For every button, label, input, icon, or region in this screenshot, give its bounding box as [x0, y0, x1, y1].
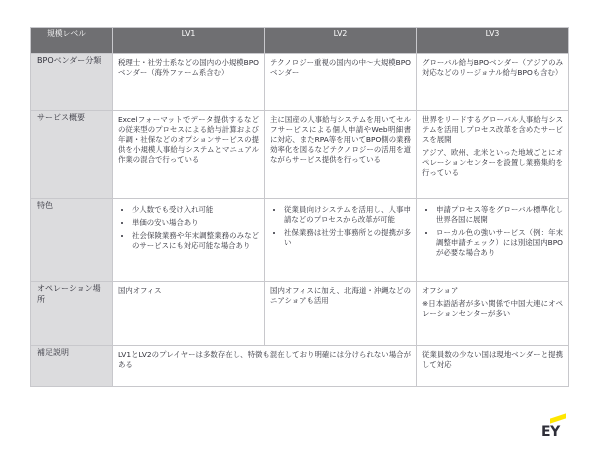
cell-lv1-vendor-class	[113, 54, 265, 111]
cell-text: ※日本語話者が多い関係で中国大連にオペレーションセンターが多い	[422, 299, 563, 319]
cell-lv3-service-overview	[417, 111, 569, 199]
row-label-service-overview: サービス概要	[31, 111, 113, 199]
cell-lv1-operation-location	[113, 282, 265, 346]
cell-lv2-features	[265, 199, 417, 282]
header-lv2: LV2	[265, 28, 417, 54]
cell-lv2-operation-location	[265, 282, 417, 346]
cell-text: 国内オフィス	[118, 286, 162, 295]
list-item: • 申請プロセス等をグローバル標準化し世界各国に展開	[436, 205, 563, 225]
list-item: • 従業員向けシステムを活用し、人事申請などのプロセスから改革が可能	[284, 205, 411, 225]
cell-lv2-vendor-class	[265, 54, 417, 111]
table-row	[31, 199, 569, 282]
cell-text: 従業員数の少ない国は現地ベンダーと提携して対応	[422, 350, 563, 370]
logo-accent-bar	[550, 413, 566, 423]
feature-list	[422, 205, 563, 258]
ey-logo	[541, 415, 567, 441]
table-row	[31, 111, 569, 199]
cell-lv1-service-overview	[113, 111, 265, 199]
cell-lv3-features	[417, 199, 569, 282]
cell-lv1-features	[113, 199, 265, 282]
cell-text: グローバル給与BPOベンダー（アジアのみ対応などのリージョナル給与BPOも含む）	[422, 58, 563, 78]
cell-lv3-operation-location	[417, 282, 569, 346]
cell-lv3-notes	[417, 346, 569, 387]
cell-text: Excelフォーマットでデータ提供するなどの従来型のプロセスによる給与計算および年調・社保などのオプションサービスの提供を小規模人事給与システムとマニュアル作業の混合で行っている	[118, 115, 259, 165]
cell-lv1-lv2-notes	[113, 346, 417, 387]
table-row	[31, 282, 569, 346]
cell-text: テクノロジー重視の国内の中～大規模BPOベンダー	[270, 58, 411, 78]
list-item: • ローカル色の強いサービス（例：年末調整申請チェック）には別途国内BPOが必要な場合あり	[436, 228, 563, 258]
list-item: • 社保業務は社労士事務所との提携が多い	[284, 228, 411, 248]
feature-list	[118, 205, 259, 251]
cell-lv3-vendor-class	[417, 54, 569, 111]
table-header-row	[31, 28, 569, 54]
row-label-operation-location: オペレーション場所	[31, 282, 113, 346]
bpo-level-table	[30, 27, 569, 387]
cell-text: 税理士・社労士系などの国内の小規模BPOベンダー（海外ファーム系含む）	[118, 58, 259, 78]
cell-lv2-service-overview	[265, 111, 417, 199]
list-item: • 単価の安い場合あり	[132, 218, 259, 228]
feature-list	[270, 205, 411, 248]
header-lv1: LV1	[113, 28, 265, 54]
row-label-vendor-class: BPOベンダー分類	[31, 54, 113, 111]
header-lv3: LV3	[417, 28, 569, 54]
cell-text: アジア、欧州、北米といった地域ごとにオペレーションセンターを設置し業務集約を行っている	[422, 148, 563, 178]
row-label-notes: 補足説明	[31, 346, 113, 387]
cell-text: オフショア	[422, 286, 459, 295]
list-item: • 社会保険業務や年末調整業務のみなどのサービスにも対応可能な場合あり	[132, 231, 259, 251]
row-label-features: 特色	[31, 199, 113, 282]
cell-text: 世界をリードするグローバル人事給与システムを活用しプロセス改革を含めたサービスを展開	[422, 115, 563, 145]
cell-text: 主に国産の人事給与システムを用いてセルフサービスによる個人申請やWeb明細書に対応、またRPA等を用いてBPO側の業務効率化を図るなどテクノロジーの活用を道ながらサービス提供を行っている	[270, 115, 411, 165]
logo-text: EY	[541, 424, 560, 440]
table-row	[31, 346, 569, 387]
header-scale-level: 規模レベル	[31, 28, 113, 54]
cell-text: 国内オフィスに加え、北海道・沖縄などのニアショアも活用	[270, 286, 411, 306]
list-item: • 少人数でも受け入れ可能	[132, 205, 259, 215]
cell-text: LV1とLV2のプレイヤーは多数存在し、特徴も混在しており明確には分けられない場合がある	[118, 350, 411, 370]
table-row	[31, 54, 569, 111]
